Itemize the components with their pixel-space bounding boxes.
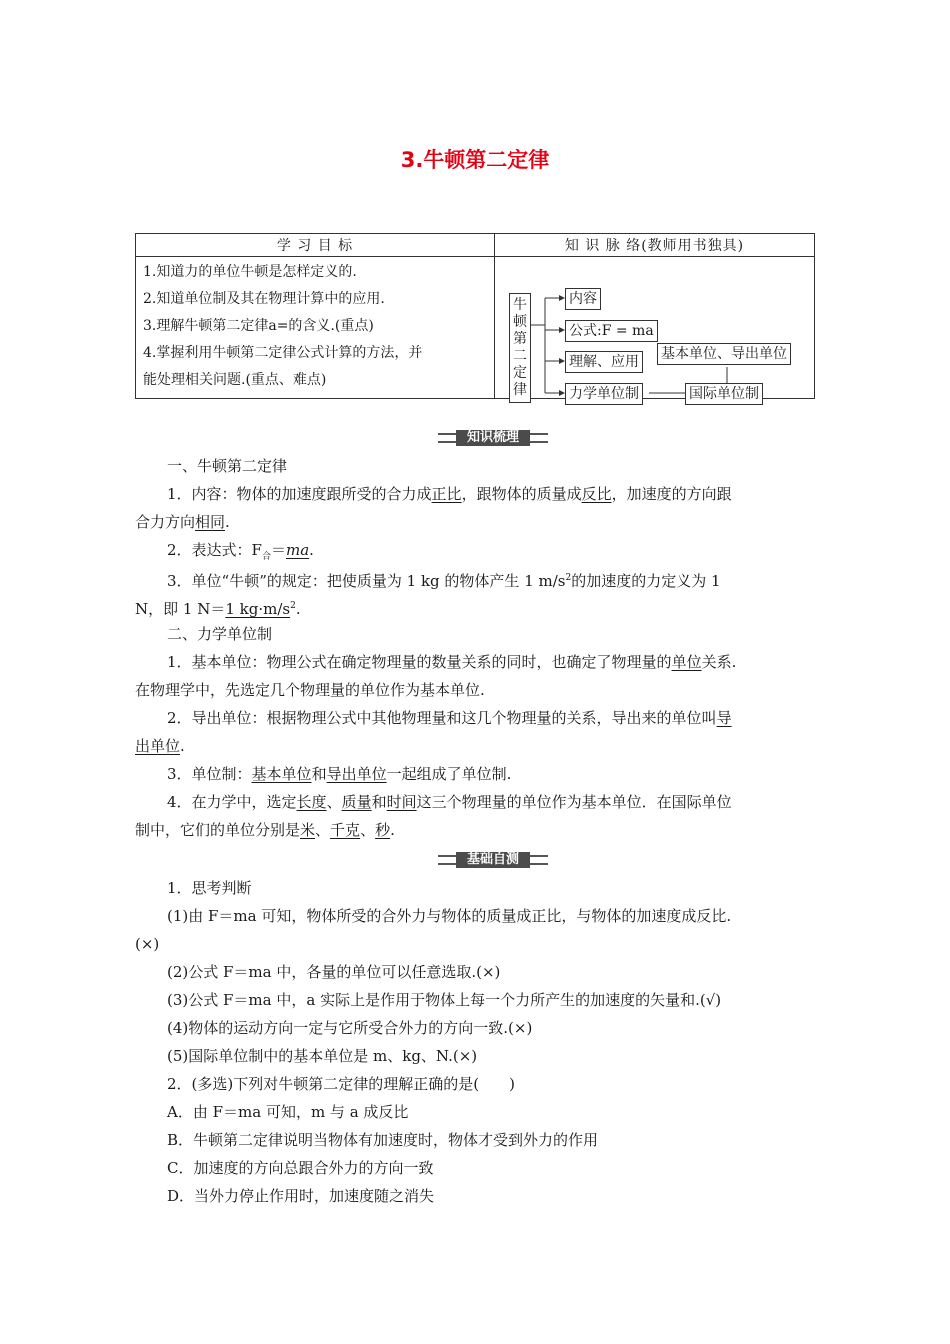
knowledge-map <box>495 257 814 402</box>
goal-item: 能处理相关问题.(重点、难点) <box>143 372 327 388</box>
map-node-base-units: 基本单位、导出单位 <box>657 343 791 365</box>
section-banner-label: 基础自测 <box>456 852 530 868</box>
heading-newton-second-law: 一、牛顿第二定律 <box>167 457 288 475</box>
judge-item: (3)公式 F＝ma 中，a 实际上是作用于物体上每一个力所产生的加速度的矢量和.(√) <box>167 991 722 1009</box>
paragraph-line: N，即 1 N＝1 $kg\cdot m/s^2$. <box>135 600 301 618</box>
paragraph-line: 3．单位制：基本单位和导出单位一起组成了单位制. <box>167 765 512 783</box>
map-node-content: 内容 <box>565 288 601 310</box>
section-banner-label: 知识梳理 <box>456 430 530 446</box>
objectives-table <box>135 233 815 402</box>
section-banner-knowledge <box>438 430 548 446</box>
goal-item: 1.知道力的单位牛顿是怎样定义的. <box>143 264 357 280</box>
goals-header: 学 习 目 标 <box>136 234 495 257</box>
option-a: A．由 F＝ma 可知，m 与 a 成反比 <box>167 1103 409 1121</box>
judge-item: (4)物体的运动方向一定与它所受合外力的方向一致.(×) <box>167 1019 533 1037</box>
question-judge: 1．思考判断 <box>167 879 252 897</box>
option-b: B．牛顿第二定律说明当物体有加速度时，物体才受到外力的作用 <box>167 1131 599 1149</box>
map-root-node: 牛顿第二定律 <box>509 293 531 403</box>
judge-item: (5)国际单位制中的基本单位是 m、kg、N.(×) <box>167 1047 478 1065</box>
question-multi-choice: 2．(多选)下列对牛顿第二定律的理解正确的是( ) <box>167 1075 515 1093</box>
section-banner-selftest <box>438 852 548 868</box>
judge-item-answer: (×) <box>135 935 160 953</box>
goal-item: 3.理解牛顿第二定律a=的含义.(重点) <box>143 318 374 334</box>
paragraph-line: 合力方向相同. <box>135 513 230 531</box>
paragraph-line: 1．基本单位：物理公式在确定物理量的数量关系的同时，也确定了物理量的单位关系. <box>167 653 737 671</box>
paragraph-line: 2．导出单位：根据物理公式中其他物理量和这几个物理量的关系，导出来的单位叫导 <box>167 709 732 727</box>
knowledge-map-cell <box>495 257 815 402</box>
page-title: 3.牛顿第二定律 <box>400 148 550 172</box>
paragraph-line: 3．单位“牛顿”的规定：把使质量为 1 kg 的物体产生 1 $m/s^2$的加速度的力定义为 1 <box>167 572 721 590</box>
judge-item: (1)由 F＝ma 可知，物体所受的合外力与物体的质量成正比，与物体的加速度成反比. <box>167 907 732 925</box>
paragraph-line: 2．表达式：$F_合=ma$. <box>167 541 314 562</box>
option-c: C．加速度的方向总跟合外力的方向一致 <box>167 1159 434 1177</box>
goal-item: 2.知道单位制及其在物理计算中的应用. <box>143 291 385 307</box>
goal-item: 4.掌握利用牛顿第二定律公式计算的方法，并 <box>143 345 423 361</box>
map-node-si: 国际单位制 <box>685 383 763 405</box>
heading-unit-system: 二、力学单位制 <box>167 625 273 643</box>
judge-item: (2)公式 F＝ma 中，各量的单位可以任意选取.(×) <box>167 963 501 981</box>
knowledge-map-header: 知 识 脉 络(教师用书独具) <box>495 234 815 257</box>
option-d: D．当外力停止作用时，加速度随之消失 <box>167 1187 435 1205</box>
paragraph-line: 1．内容：物体的加速度跟所受的合力成正比，跟物体的质量成反比，加速度的方向跟 <box>167 485 732 503</box>
paragraph-line: 制中，它们的单位分别是米、千克、秒. <box>135 821 395 839</box>
map-node-apply: 理解、应用 <box>565 351 643 373</box>
map-node-formula: 公式:F = ma <box>565 320 658 342</box>
goals-cell <box>136 257 495 399</box>
map-node-units: 力学单位制 <box>565 383 643 405</box>
paragraph-line: 出单位. <box>135 737 185 755</box>
paragraph-line: 在物理学中，先选定几个物理量的单位作为基本单位. <box>135 681 485 699</box>
paragraph-line: 4．在力学中，选定长度、质量和时间这三个物理量的单位作为基本单位．在国际单位 <box>167 793 732 811</box>
